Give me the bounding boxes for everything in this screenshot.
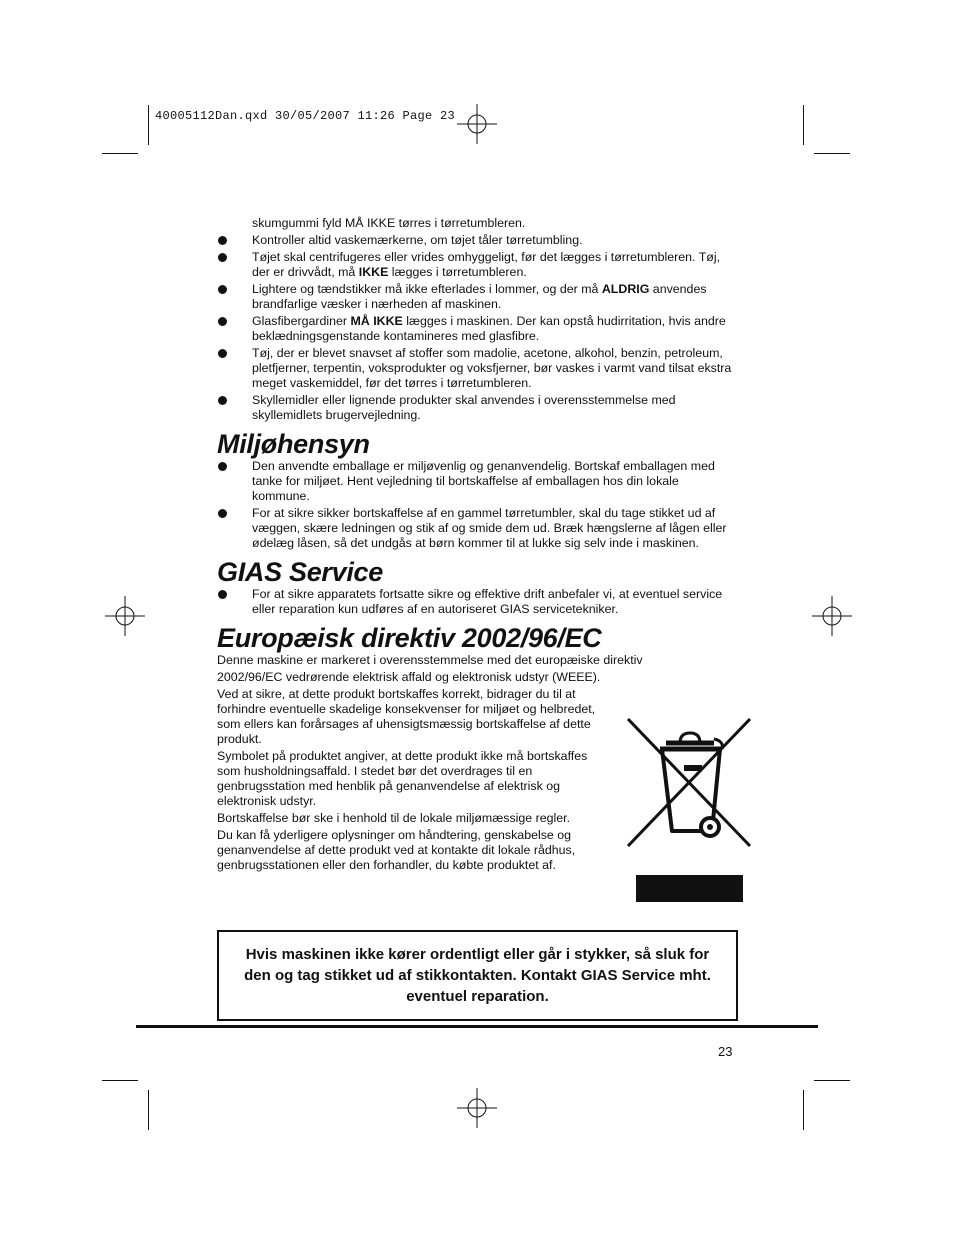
registration-mark-icon (812, 596, 852, 636)
list-item: Skyllemidler eller lignende produkter skal anvendes i overensstemmelse med skyllemidlets brugervejledning. (217, 393, 740, 423)
bullet-icon (218, 462, 227, 471)
service-list (217, 587, 740, 617)
crop-mark (814, 153, 850, 154)
directive-paragraph: Symbolet på produktet angiver, at dette produkt ikke må bortskaffes som husholdningsaffald. I stedet bør det overdrages til en genbrugsstation med henblik på genanvendelse af elektrisk og elektronisk udstyr. (217, 749, 588, 808)
directive-intro: Denne maskine er markeret i overensstemmelse med det europæiske direktiv (217, 653, 643, 667)
safety-continuation: skumgummi fyld MÅ IKKE tørres i tørretumbleren. (252, 216, 526, 230)
bullet-icon (218, 509, 227, 518)
crop-mark (803, 1090, 804, 1130)
list-item: Tøj, der er blevet snavset af stoffer som madolie, acetone, alkohol, benzin, petroleum, pletfjerner, terpentin, voksprodukter og voksfjerner, bør vaskes i varmt vand tilsat ekstra meget vaskemiddel, før det tørres i tørretumbleren. (217, 346, 740, 391)
safety-list (217, 233, 740, 423)
bullet-icon (218, 317, 227, 326)
footer-rule (136, 1025, 818, 1028)
list-item: Kontroller altid vaskemærkerne, om tøjet tåler tørretumbling. (217, 233, 740, 248)
notice-text: Hvis maskinen ikke kører ordentligt eller går i stykker, så sluk for den og tag stikket ud af stikkontakten. Kontakt GIAS Service mht. eventuel reparation. (244, 946, 711, 1005)
directive-heading: Europæisk direktiv 2002/96/EC (217, 623, 602, 653)
crop-mark (148, 105, 149, 145)
weee-bin-icon (624, 715, 754, 850)
page-number: 23 (718, 1044, 733, 1059)
registration-mark-icon (457, 1088, 497, 1128)
registration-mark-icon (105, 596, 145, 636)
list-item: For at sikre sikker bortskaffelse af en gammel tørretumbler, skal du tage stikket ud af væggen, skære ledningen og stik af og smide dem ud. Bræk hængslerne af lågen eller ødelæg låsen, så det undgås at børn kommer til at lukke sig selv inde i maskinen. (217, 506, 740, 551)
crop-mark (814, 1080, 850, 1081)
list-item: Lightere og tændstikker må ikke efterlades i lommer, og der må ALDRIG anvendes brandfarlige væsker i nærheden af maskinen. (217, 282, 740, 312)
notice-box (217, 930, 738, 1021)
directive-paragraph: Du kan få yderligere oplysninger om håndtering, genskabelse og genanvendelse af dette produkt ved at kontakte dit lokale rådhus, genbrugsstationen eller den forhandler, du købte produktet af. (217, 828, 576, 872)
list-item: Den anvendte emballage er miljøvenlig og genanvendelig. Bortskaf emballagen med tanke for miljøet. Hent vejledning til bortskaffelse af emballagen hos din lokale kommune. (217, 459, 740, 504)
print-header: 40005112Dan.qxd 30/05/2007 11:26 Page 23 (155, 109, 456, 123)
bullet-icon (218, 349, 227, 358)
environment-list (217, 459, 740, 551)
environment-heading: Miljøhensyn (217, 429, 370, 459)
list-item: Tøjet skal centrifugeres eller vrides omhyggeligt, før det lægges i tørretumbleren. Tøj, der er drivvådt, må IKKE lægges i tørretumbleren. (217, 250, 740, 280)
bullet-icon (218, 253, 227, 262)
directive-column (217, 670, 605, 873)
directive-paragraph: Ved at sikre, at dette produkt bortskaffes korrekt, bidrager du til at forhindre eventuelle skadelige konsekvenser for miljøet og helbredet, som ellers kan forårsages af uhensigtsmæssig bortskaffelse af dette produkt. (217, 687, 596, 746)
bullet-icon (218, 590, 227, 599)
crop-mark (148, 1090, 149, 1130)
crop-mark (803, 105, 804, 145)
bullet-icon (218, 285, 227, 294)
crop-mark (102, 153, 138, 154)
registration-mark-icon (457, 104, 497, 144)
directive-paragraph: Bortskaffelse bør ske i henhold til de lokale miljømæssige regler. (217, 811, 571, 825)
list-item: Glasfibergardiner MÅ IKKE lægges i maskinen. Der kan opstå hudirritation, hvis andre beklædningsgenstande kontamineres med glasfibre. (217, 314, 740, 344)
list-item: For at sikre apparatets fortsatte sikre og effektive drift anbefaler vi, at eventuel service eller reparation kun udføres af en autoriseret GIAS servicetekniker. (217, 587, 740, 617)
bullet-icon (218, 396, 227, 405)
directive-paragraph: 2002/96/EC vedrørende elektrisk affald og elektronisk udstyr (WEEE). (217, 670, 601, 684)
service-heading: GIAS Service (217, 557, 383, 587)
crop-mark (102, 1080, 138, 1081)
bullet-icon (218, 236, 227, 245)
weee-bar (636, 875, 743, 902)
